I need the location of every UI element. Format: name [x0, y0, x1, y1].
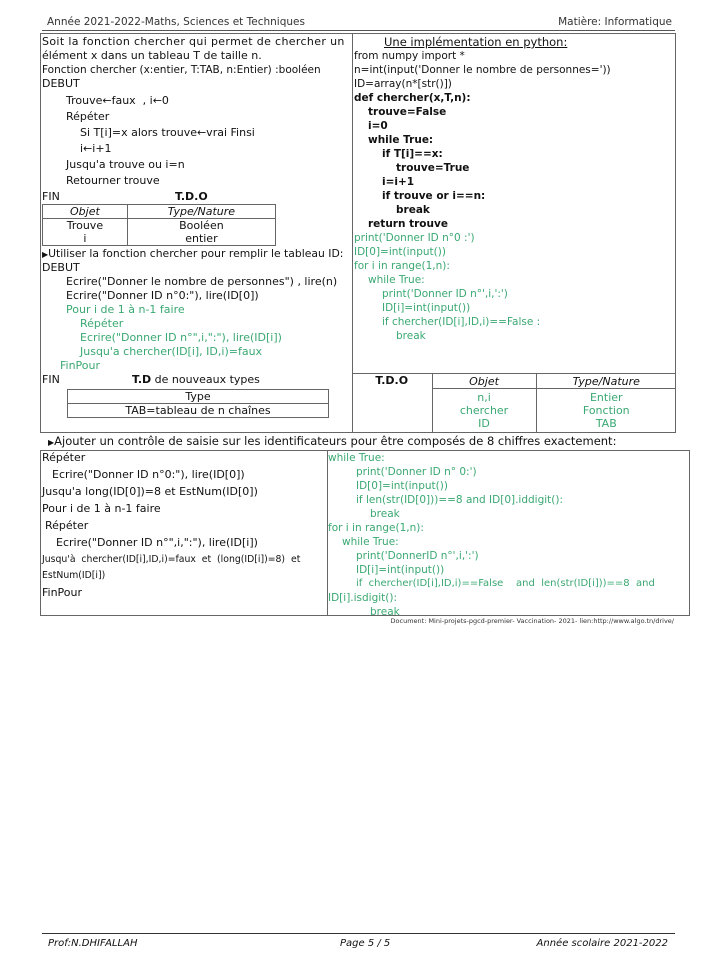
- bullet-icon: ▶: [48, 438, 55, 447]
- fin-keyword: FIN: [42, 373, 60, 386]
- code-line: print('Donner ID n° 0:'): [356, 466, 477, 478]
- td-header: Type: [68, 390, 329, 404]
- algo-line: Ecrire("Donner le nombre de personnes") , lire(n): [66, 275, 338, 288]
- header-divider: [42, 30, 675, 31]
- code-line: if len(str(ID[0]))==8 and ID[0].iddigit():: [356, 494, 564, 506]
- code-line: ID[i]=int(input()): [356, 564, 445, 576]
- section-2: [42, 247, 352, 418]
- code-line: i=i+1: [382, 176, 415, 188]
- document-caption: Document: Mini-projets-pgcd-premier- Vaccination- 2021- lien:http://www.algo.tn/drive/: [390, 617, 674, 625]
- code-line: if T[i]==x:: [382, 148, 443, 160]
- code-line: trouve=False: [368, 106, 447, 118]
- algo-line: Jusqu'à chercher(ID[i],ID,i)=faux et (long(ID[i])=8) et: [42, 554, 301, 565]
- section-2-title: ▶Utiliser la fonction chercher pour remplir le tableau ID:: [42, 247, 344, 260]
- tdo-cell: i: [43, 232, 128, 246]
- section-1: [42, 35, 352, 246]
- intro-line: Soit la fonction chercher qui permet de chercher un: [42, 35, 345, 48]
- algo-line: Retourner trouve: [66, 174, 160, 187]
- algo-line: DEBUT: [42, 261, 80, 274]
- algo-line: Ecrire("Donner ID n°",i,":"), lire(ID[i]): [56, 536, 258, 549]
- code-line: for i in range(1,n):: [354, 260, 450, 272]
- footer-page: Page 5 / 5: [340, 938, 391, 949]
- tdo-header: Objet: [43, 205, 128, 219]
- algo-line: Répéter: [80, 317, 124, 330]
- code-line: print('DonnerID n°',i,':'): [356, 550, 479, 562]
- algo-line: FinPour: [42, 586, 83, 599]
- algo-line: Jusqu'a long(ID[0])=8 et EstNum(ID[0]): [42, 485, 258, 498]
- fin-keyword: FIN: [42, 190, 60, 203]
- td-title-rest: de nouveaux types: [151, 373, 260, 386]
- tdo2-header: Objet: [432, 374, 536, 389]
- code-line: ID[i]=int(input()): [382, 302, 471, 314]
- code-line: ID[i].isdigit():: [328, 592, 398, 604]
- intro-line: élément x dans un tableau T de taille n.: [42, 49, 262, 62]
- code-line: ID=array(n*[str()]): [354, 78, 452, 90]
- code-line: ID[0]=int(input()): [356, 480, 448, 492]
- section-3-algo: [42, 451, 326, 603]
- python-implementation: [354, 35, 674, 343]
- bullet-icon: ▶: [42, 250, 49, 259]
- algo-line: Ecrire("Donner ID n°0:"), lire(ID[0]): [52, 468, 245, 481]
- header-left: Année 2021-2022-Maths, Sciences et Techniques: [47, 16, 305, 28]
- algo-line: Ecrire("Donner ID n°0:"), lire(ID[0]): [66, 289, 259, 302]
- code-line: i=0: [368, 120, 388, 132]
- tdo2-types: Entier Fonction TAB: [536, 389, 676, 433]
- td-cell: TAB=tableau de n chaînes: [68, 404, 329, 418]
- code-line: break: [370, 508, 400, 520]
- code-line: if chercher(ID[i],ID,i)==False :: [382, 316, 541, 328]
- algo-line: i←i+1: [80, 142, 112, 155]
- code-line: if chercher(ID[i],ID,i)==False and len(str(ID[i]))==8 and: [356, 578, 655, 589]
- code-line: n=int(input('Donner le nombre de personnes=')): [354, 64, 611, 76]
- debut-keyword: DEBUT: [42, 77, 80, 90]
- algo-line: EstNum(ID[i]): [42, 570, 106, 581]
- algo-line: Jusqu'a trouve ou i=n: [66, 158, 185, 171]
- td-table: [67, 389, 329, 418]
- algo-line: Répéter: [45, 519, 89, 532]
- tdo-table-2: [352, 373, 676, 433]
- footer-author: Prof:N.DHIFALLAH: [48, 938, 138, 949]
- code-line: print('Donner ID n°',i,':'): [382, 288, 508, 300]
- function-signature: Fonction chercher (x:entier, T:TAB, n:Entier) :booléen: [42, 64, 321, 76]
- code-line: if trouve or i==n:: [382, 190, 486, 202]
- algo-line: Jusqu'a chercher(ID[i], ID,i)=faux: [80, 345, 263, 358]
- algo-line: FinPour: [60, 359, 101, 372]
- footer-year: Année scolaire 2021-2022: [536, 938, 668, 949]
- algo-line: Répéter: [42, 451, 86, 464]
- code-line: while True:: [368, 274, 425, 286]
- algo-line: Trouve←faux , i←0: [66, 94, 169, 107]
- td-title: T.D: [132, 373, 152, 386]
- tdo-cell: entier: [127, 232, 275, 246]
- tdo-title: T.D.O: [175, 190, 208, 203]
- code-line: for i in range(1,n):: [328, 522, 424, 534]
- algo-line: Pour i de 1 à n-1 faire: [66, 303, 185, 316]
- algo-line: Répéter: [66, 110, 110, 123]
- tdo-cell: Booléen: [127, 219, 275, 233]
- code-line: break: [370, 606, 400, 618]
- tdo2-objets: n,i chercher ID: [432, 389, 536, 433]
- code-line: break: [396, 204, 430, 216]
- algo-line: Ecrire("Donner ID n°",i,":"), lire(ID[i]): [80, 331, 282, 344]
- code-line: trouve=True: [396, 162, 470, 174]
- tdo2-header: Type/Nature: [536, 374, 676, 389]
- algo-line: Si T[i]=x alors trouve←vrai Finsi: [80, 126, 255, 139]
- section-3-title: ▶Ajouter un contrôle de saisie sur les identificateurs pour être composés de 8 chiffres exactement:: [48, 434, 617, 448]
- code-line: while True:: [342, 536, 399, 548]
- code-line: def chercher(x,T,n):: [354, 92, 471, 104]
- code-line: while True:: [368, 134, 434, 146]
- code-line: from numpy import *: [354, 50, 465, 62]
- code-line: return trouve: [368, 218, 448, 230]
- section-3-python: [328, 451, 690, 619]
- code-line: while True:: [328, 452, 385, 464]
- code-line: ID[0]=int(input()): [354, 246, 446, 258]
- algo-line: Pour i de 1 à n-1 faire: [42, 502, 161, 515]
- tdo-header: Type/Nature: [127, 205, 275, 219]
- tdo-table: [42, 204, 276, 246]
- python-title: Une implémentation en python:: [384, 35, 568, 49]
- code-line: break: [396, 330, 426, 342]
- header-right: Matière: Informatique: [558, 16, 672, 28]
- code-line: print('Donner ID n°0 :'): [354, 232, 475, 244]
- tdo2-title: T.D.O: [352, 374, 432, 433]
- footer-divider: [42, 933, 675, 934]
- tdo-cell: Trouve: [43, 219, 128, 233]
